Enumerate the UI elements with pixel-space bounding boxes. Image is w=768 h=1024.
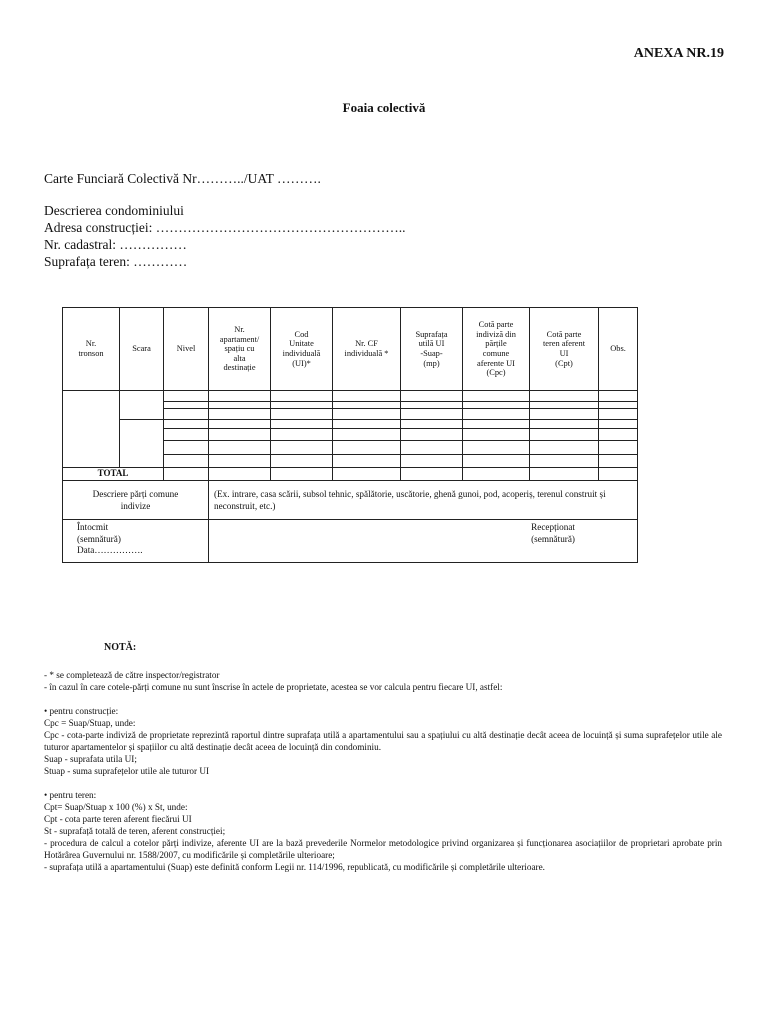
table-cell	[530, 420, 599, 429]
header-label: Nr. CF individuală *	[344, 339, 389, 358]
prepared-by-cell	[63, 520, 209, 563]
header-label: Suprafața utilă UI -Suap- (mp)	[415, 329, 448, 368]
table-cell	[164, 409, 209, 420]
table-cell	[209, 441, 271, 455]
note-spacer	[44, 693, 722, 705]
table-cell	[209, 429, 271, 441]
table-cell	[271, 441, 333, 455]
cadastral-number-line: Nr. cadastral: ……………	[44, 237, 187, 252]
col-header-apartament	[209, 308, 271, 391]
table-cell	[463, 409, 530, 420]
received-by-text: Recepționat (semnătură)	[531, 522, 575, 544]
table-cell	[463, 429, 530, 441]
header-label: Cotă parte teren aferent UI (Cpt)	[542, 329, 586, 368]
common-parts-label-text: Descriere părți comune indivize	[92, 489, 179, 511]
note-line: • pentru construcție:	[44, 706, 119, 716]
col-header-nr-cf	[333, 308, 401, 391]
note-line: Cpt= Suap/Stuap x 100 (%) x St, unde:	[44, 802, 188, 812]
table-cell	[530, 441, 599, 455]
table-cell	[463, 402, 530, 409]
table-cell	[401, 441, 463, 455]
table-cell	[530, 455, 599, 468]
signature-row	[63, 520, 638, 563]
land-area-line: Suprafața teren: …………	[44, 254, 188, 269]
nota-body	[44, 669, 722, 873]
table-cell	[271, 420, 333, 429]
table-cell	[463, 455, 530, 468]
table-cell	[333, 391, 401, 402]
table-cell	[209, 402, 271, 409]
table-cell	[333, 409, 401, 420]
table-cell	[63, 391, 120, 468]
table-cell	[530, 468, 599, 481]
table-cell	[599, 441, 638, 455]
common-parts-label	[63, 481, 209, 520]
table-cell	[599, 455, 638, 468]
col-header-tronson	[63, 308, 120, 391]
note-line: Cpt - cota parte teren aferent fiecărui UI	[44, 814, 192, 824]
note-line: - procedura de calcul a cotelor părți indivize, aferente UI are la bază prevederile Normelor metodologice privind organizarea și funcționarea asociațiilor de proprietari aprobate prin Hotărârea Guvernului nr. 1588/2007, cu modificările și completările ulterioare;	[44, 838, 722, 860]
cf-number-line: Carte Funciară Colectivă Nr………../UAT ……….	[44, 171, 321, 186]
table-cell	[271, 429, 333, 441]
table-cell	[463, 441, 530, 455]
table-cell	[333, 402, 401, 409]
table-cell	[599, 429, 638, 441]
table-cell	[333, 429, 401, 441]
header-label: Nr. tronson	[78, 339, 104, 358]
table-cell	[530, 409, 599, 420]
table-cell	[599, 391, 638, 402]
col-header-scara	[120, 308, 164, 391]
note-line: Cpc - cota-parte indiviză de proprietate reprezintă raportul dintre suprafața utilă a apartamentului sau a spațiului cu altă destinație decât aceea de locuință și suma suprafețelor utile ale tuturor apartamentelor și spațiilor cu altă destinație decât aceea de locuință din condominiu.	[44, 730, 722, 752]
total-label: TOTAL	[63, 468, 164, 481]
table-cell	[271, 468, 333, 481]
table-cell	[463, 420, 530, 429]
table-cell	[164, 391, 209, 402]
table-cell	[599, 409, 638, 420]
note-line: - suprafața utilă a apartamentului (Suap) este definită conform Legii nr. 114/1996, republicată, cu modificările și completările ulterioare.	[44, 862, 545, 872]
nota-title: NOTĂ:	[104, 642, 137, 653]
collective-sheet-table	[62, 307, 638, 563]
table-cell	[401, 391, 463, 402]
table-cell	[209, 455, 271, 468]
table-cell	[401, 455, 463, 468]
construction-address-line: Adresa construcției: ………………………………………………..	[44, 220, 406, 235]
table-cell	[333, 420, 401, 429]
table-cell	[333, 441, 401, 455]
table-cell	[401, 402, 463, 409]
prepared-by-text: Întocmit (semnătură) Data…………….	[77, 522, 143, 555]
header-label: Nivel	[176, 344, 196, 354]
table-cell	[463, 468, 530, 481]
common-parts-row	[63, 481, 638, 520]
header-label: Nr. apartament/ spațiu cu alta destinație	[219, 325, 260, 373]
table-cell	[209, 409, 271, 420]
table-cell	[530, 391, 599, 402]
table-cell	[164, 441, 209, 455]
table-cell	[120, 391, 164, 420]
table-cell	[530, 402, 599, 409]
annex-number: ANEXA NR.19	[633, 46, 724, 61]
col-header-cpc	[463, 308, 530, 391]
note-line: - * se completează de către inspector/registrator	[44, 670, 220, 680]
table-cell	[209, 391, 271, 402]
note-line: St - suprafață totală de teren, aferent construcției;	[44, 826, 226, 836]
table-cell	[401, 409, 463, 420]
table-cell	[209, 468, 271, 481]
page-title: Foaia colectivă	[342, 100, 426, 115]
total-row	[63, 468, 638, 481]
table-cell	[164, 455, 209, 468]
table-cell	[401, 420, 463, 429]
table-cell	[120, 420, 164, 468]
table-cell	[271, 409, 333, 420]
table-cell	[271, 455, 333, 468]
col-header-suprafata	[401, 308, 463, 391]
header-label: Cod Unitate individuală (UI)*	[282, 329, 321, 368]
note-line: Cpc = Suap/Stuap, unde:	[44, 718, 136, 728]
table-cell	[599, 420, 638, 429]
table-cell	[164, 402, 209, 409]
col-header-cpt	[530, 308, 599, 391]
table-cell	[401, 429, 463, 441]
table-header-row	[63, 308, 638, 391]
table-cell	[164, 429, 209, 441]
note-line: • pentru teren:	[44, 790, 97, 800]
header-label: Obs.	[610, 344, 626, 354]
table-cell	[271, 402, 333, 409]
table-cell	[599, 402, 638, 409]
header-label: Scara	[132, 344, 151, 354]
table-cell	[164, 420, 209, 429]
common-parts-description: (Ex. intrare, casa scării, subsol tehnic, spălătorie, uscătorie, ghenă gunoi, pod, acoperiș, terenul construit și neconstruit, etc.)	[209, 481, 638, 520]
table-cell	[599, 468, 638, 481]
table-cell	[164, 468, 209, 481]
table-cell	[209, 420, 271, 429]
note-line: Suap - suprafata utila UI;	[44, 754, 137, 764]
table-cell	[271, 391, 333, 402]
table-row	[63, 391, 638, 402]
col-header-obs	[599, 308, 638, 391]
received-by-cell	[209, 520, 638, 563]
table-cell	[463, 391, 530, 402]
header-label: Cotă parte indiviză din părțile comune aferente UI (Cpc)	[476, 320, 516, 378]
table-cell	[333, 468, 401, 481]
condominium-description-heading: Descrierea condominiului	[44, 203, 184, 218]
note-line: Stuap - suma suprafețelor utile ale tuturor UI	[44, 766, 210, 776]
note-spacer	[44, 777, 722, 789]
table-cell	[530, 429, 599, 441]
table-cell	[401, 468, 463, 481]
col-header-nivel	[164, 308, 209, 391]
table-row	[63, 420, 638, 429]
table-cell	[333, 455, 401, 468]
col-header-cod-ui	[271, 308, 333, 391]
note-line: - în cazul în care cotele-părți comune nu sunt înscrise în actele de proprietate, acestea se vor calcula pentru fiecare UI, astfel:	[44, 682, 503, 692]
